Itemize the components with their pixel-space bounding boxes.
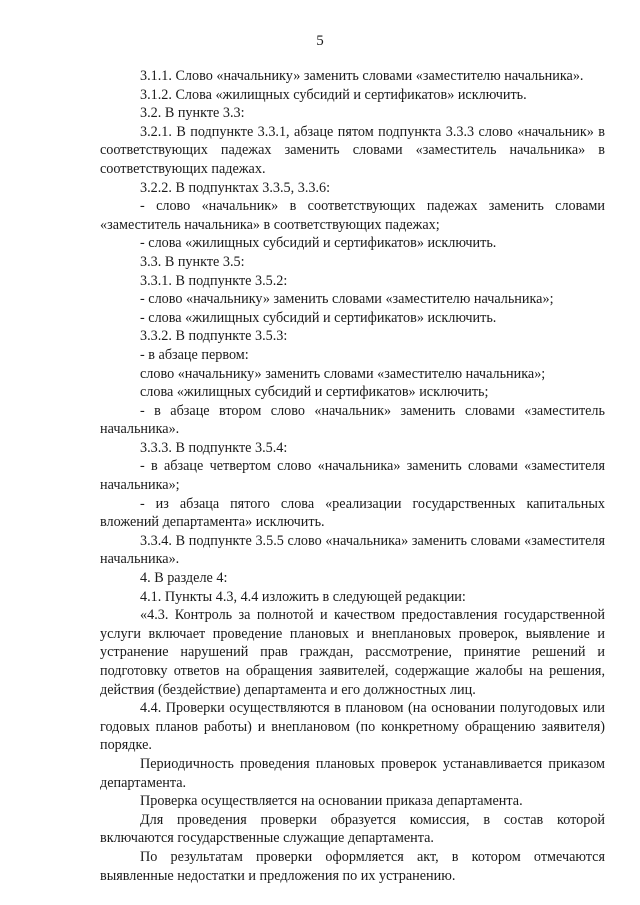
- list-item: слово «начальнику» заменить словами «заместителю начальника»;: [140, 365, 546, 382]
- paragraph-4-4: 4.4. Проверки осуществляются в плановом (на основании полугодовых или годовых планов работы) и внеплановом (по конкретному обращению заявителя) порядке.: [100, 700, 605, 754]
- paragraph-3-3-4: 3.3.4. В подпункте 3.5.5 слово «начальника» заменить словами «заместителя начальника».: [100, 532, 605, 568]
- paragraph-3-2-2: 3.2.2. В подпунктах 3.3.5, 3.3.6:: [140, 179, 331, 196]
- paragraph-commission: Для проведения проверки образуется комиссия, в состав которой включаются государственные служащие департамента.: [100, 811, 605, 847]
- paragraph-periodicity: Периодичность проведения плановых проверок устанавливается приказом департамента.: [100, 755, 605, 791]
- paragraph-3-3: 3.3. В пункте 3.5:: [140, 253, 245, 270]
- paragraph-3-3-2: 3.3.2. В подпункте 3.5.3:: [140, 328, 288, 345]
- paragraph-section-4: 4. В разделе 4:: [140, 570, 228, 587]
- list-item: - слова «жилищных субсидий и сертификатов» исключить.: [140, 235, 497, 252]
- paragraph-3-1-1: 3.1.1. Слово «начальнику» заменить словами «заместителю начальника».: [140, 68, 584, 84]
- paragraph-3-3-3: 3.3.3. В подпункте 3.5.4:: [140, 439, 288, 456]
- paragraph-inspection-basis: Проверка осуществляется на основании приказа департамента.: [140, 793, 523, 810]
- paragraph-act: По результатам проверки оформляется акт, в котором отмечаются выявленные недостатки и предложения по их устранению.: [100, 848, 605, 884]
- paragraph-3-2-1: 3.2.1. В подпункте 3.3.1, абзаце пятом подпункта 3.3.3 слово «начальник» в соответствующих падежах заменить словами «заместитель начальника» в соответствующих падежах.: [100, 123, 605, 177]
- list-item: - из абзаца пятого слова «реализации государственных капитальных вложений департамента» исключить.: [100, 495, 605, 531]
- paragraph-4-1: 4.1. Пункты 4.3, 4.4 изложить в следующей редакции:: [140, 588, 466, 605]
- page-number: 5: [316, 33, 324, 49]
- list-item: - в абзаце втором слово «начальник» заменить словами «заместитель начальника».: [100, 402, 605, 438]
- list-item: слова «жилищных субсидий и сертификатов» исключить;: [140, 384, 489, 401]
- paragraph-3-1-2: 3.1.2. Слова «жилищных субсидий и сертификатов» исключить.: [140, 86, 527, 103]
- list-item: - в абзаце первом:: [140, 346, 249, 363]
- document-body: [100, 67, 605, 885]
- paragraph-3-3-1: 3.3.1. В подпункте 3.5.2:: [140, 272, 288, 289]
- list-item: - слова «жилищных субсидий и сертификатов» исключить.: [140, 309, 497, 326]
- paragraph-4-3: «4.3. Контроль за полнотой и качеством предоставления государственной услуги включает проведение плановых и внеплановых проверок, выявление и устранение нарушений прав граждан, рассмотрение, принятие решений и подготовку ответов на обращения заявителей, содержащие жалобы на решения, действия (бездействие) департамента и его должностных лиц.: [100, 607, 605, 698]
- list-item: - слово «начальнику» заменить словами «заместителю начальника»;: [140, 291, 554, 308]
- list-item: - в абзаце четвертом слово «начальника» заменить словами «заместителя начальника»;: [100, 458, 605, 494]
- paragraph-3-2: 3.2. В пункте 3.3:: [140, 105, 245, 122]
- list-item: - слово «начальник» в соответствующих падежах заменить словами «заместитель начальника» в соответствующих падежах;: [100, 198, 605, 233]
